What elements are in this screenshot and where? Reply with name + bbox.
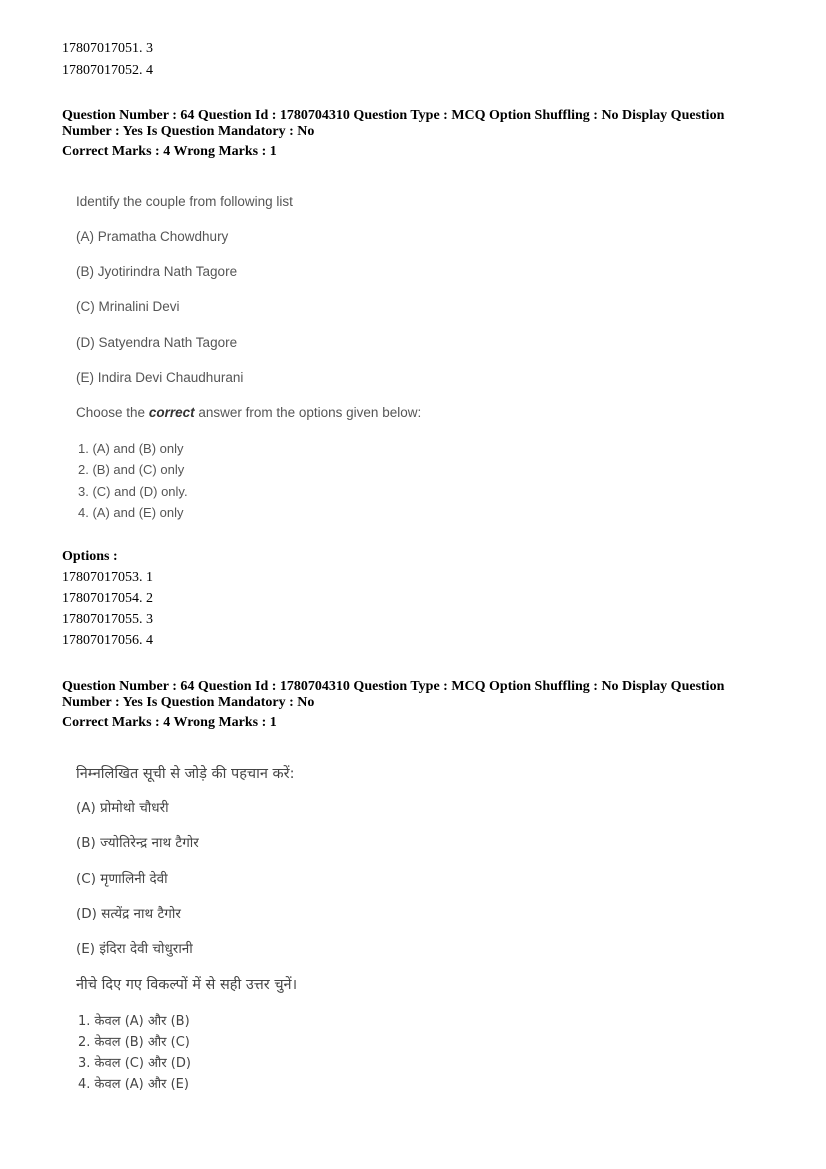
question-item: (D) सत्येंद्र नाथ टैगोर: [76, 906, 181, 922]
question-item: (E) Indira Devi Chaudhurani: [76, 370, 244, 385]
question-prompt: निम्नलिखित सूची से जोड़े की पहचान करें:: [76, 766, 295, 782]
question-prompt: Identify the couple from following list: [76, 194, 293, 209]
option-value: 4: [146, 633, 153, 648]
question-meta-line: Question Number : 64 Question Id : 1780704310 Question Type : MCQ Option Shuffling : No Display Question: [62, 108, 725, 123]
question-item: (D) Satyendra Nath Tagore: [76, 335, 238, 350]
instruction-text: answer from the options given below:: [194, 405, 422, 420]
question-item: (C) मृणालिनी देवी: [76, 871, 168, 887]
question-meta: [62, 108, 752, 160]
question-item: (B) Jyotirindra Nath Tagore: [76, 264, 238, 279]
answer-choice: 3. केवल (C) और (D): [78, 1056, 191, 1071]
instruction-text: Choose the: [76, 405, 149, 420]
option-value: 2: [146, 591, 153, 606]
option-id: 17807017051: [62, 41, 139, 56]
option-line: 17807017051. 3: [62, 41, 153, 56]
question-meta-line: Question Number : 64 Question Id : 1780704310 Question Type : MCQ Option Shuffling : No Display Question: [62, 679, 725, 694]
option-value: 1: [146, 570, 153, 585]
option-id: 17807017052: [62, 63, 139, 78]
option-value: 4: [146, 63, 153, 78]
option-id: 17807017055: [62, 612, 139, 627]
instruction-emphasis: correct: [148, 405, 195, 420]
question-item: (A) Pramatha Chowdhury: [76, 229, 229, 244]
option-id: 17807017056: [62, 633, 139, 648]
question-item: (E) इंदिरा देवी चोधुरानी: [76, 941, 193, 957]
options-label: Options :: [62, 549, 118, 564]
question-meta-line: Number : Yes Is Question Mandatory : No: [62, 124, 315, 139]
question-meta-line: Number : Yes Is Question Mandatory : No: [62, 695, 315, 710]
option-line: 17807017054. 2: [62, 591, 153, 606]
answer-choice: 2. (B) and (C) only: [78, 462, 185, 477]
question-item: (A) प्रोमोथो चौधरी: [76, 800, 169, 816]
option-value: 3: [146, 41, 153, 56]
question-instruction: [76, 405, 421, 420]
option-line: 17807017052. 4: [62, 63, 153, 78]
question-item: (C) Mrinalini Devi: [76, 299, 180, 314]
question-instruction: नीचे दिए गए विकल्पों में से सही उत्तर चुनें।: [76, 977, 298, 993]
option-line: 17807017055. 3: [62, 612, 153, 627]
question-item: (B) ज्योतिरेन्द्र नाथ टैगोर: [76, 835, 199, 851]
answer-choice: 3. (C) and (D) only.: [78, 484, 188, 499]
answer-choice: 1. केवल (A) और (B): [78, 1014, 190, 1029]
answer-choice: 4. (A) and (E) only: [78, 505, 184, 520]
question-meta: [62, 679, 752, 731]
option-line: 17807017056. 4: [62, 633, 153, 648]
question-marks: Correct Marks : 4 Wrong Marks : 1: [62, 144, 277, 159]
option-id: 17807017054: [62, 591, 139, 606]
option-line: 17807017053. 1: [62, 570, 153, 585]
option-value: 3: [146, 612, 153, 627]
answer-choice: 2. केवल (B) और (C): [78, 1035, 190, 1050]
answer-choice: 4. केवल (A) और (E): [78, 1077, 189, 1092]
answer-choice: 1. (A) and (B) only: [78, 441, 184, 456]
question-marks: Correct Marks : 4 Wrong Marks : 1: [62, 715, 277, 730]
option-id: 17807017053: [62, 570, 139, 585]
